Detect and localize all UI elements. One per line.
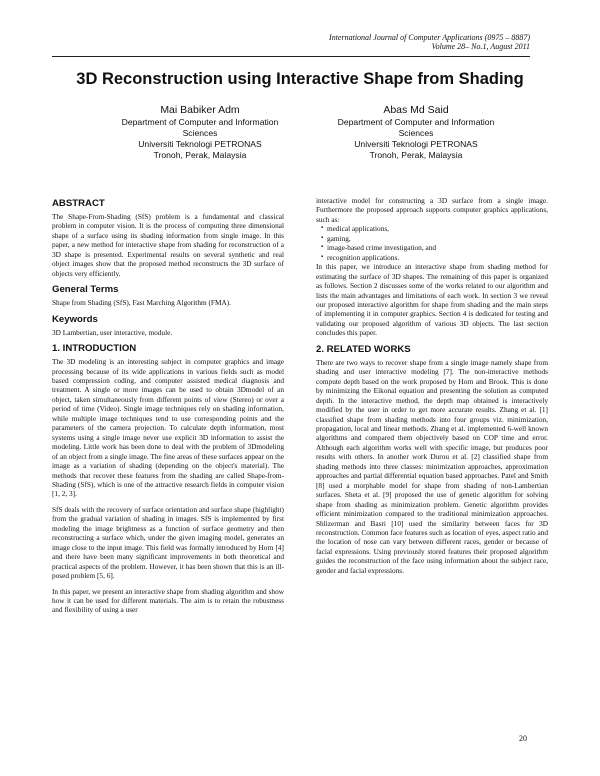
introduction-heading: 1. INTRODUCTION (52, 343, 137, 355)
header-rule (52, 56, 530, 57)
keywords-text: 3D Lambertian, user interactive, module. (52, 327, 173, 337)
list-item: ▪ medical applications, (321, 224, 548, 233)
general-terms-text: Shape from Shading (SfS), Fast Marching Algorithm (FMA). (52, 298, 231, 308)
journal-name: International Journal of Computer Applications (0975 – 8887) (329, 33, 530, 42)
author-university: Universiti Teknologi PETRONAS (138, 139, 262, 149)
author-name: Abas Md Said (383, 104, 449, 116)
author-department-cont: Sciences (398, 128, 434, 138)
paper-title: 3D Reconstruction using Interactive Shape from Shading (76, 70, 524, 88)
left-column (52, 198, 284, 615)
page-number: 20 (519, 734, 527, 743)
author-location: Tronoh, Perak, Malaysia (369, 150, 463, 160)
application-list (316, 224, 548, 262)
author-name: Mai Babiker Adm (160, 104, 240, 116)
introduction-paragraph: In this paper, we introduce an interactive shape from shading method for estimating the surface of 3D shapes. The remaining of this paper is organized as follows. Section 2 discusses some of the works related to our algorithm and lists the main advantages and limitations of each work. In section 3 we reveal our proposed interactive algorithm for shape from shading and the main steps of implementing it in computer graphics. Section 4 is dedicated for testing and validating our proposed algorithm of various 3D objects. The last section concludes this paper. (316, 262, 548, 338)
general-terms-heading: General Terms (52, 284, 119, 296)
author-block (311, 104, 521, 161)
introduction-paragraph-continued: interactive model for constructing a 3D surface from a single image. Furthermore the proposed approach supports computer graphics applications, such as: (316, 196, 548, 224)
author-university: Universiti Teknologi PETRONAS (354, 139, 478, 149)
list-item: ▪ recognition applications. (321, 253, 548, 262)
author-department: Department of Computer and Information (121, 117, 279, 127)
related-works-text: There are two ways to recover shape from a single image namely shape from shading and user interactive modeling [7]. The non-interactive methods compute depth based on the work proposed by Horn and Brook. This is done by minimizing the Eikonal equation and presenting the solution as computed depth. In the interactive method, the depth map obtained is interactively modified by the user in order to get more accurate results. Zhang et al. [1] classified shape from shading methods into four groups viz. minimization, propagation, local and linear methods. Zhang et al. implemented 6-well known algorithms and compared them objectively based on COP time and error. Although each algorithm works well with specific image, but produces poor results with others. In another work Durou et al. [2] classified shape from shading methods into three classes: minimization approaches, approximation approaches and partial differential equation based approaches. Patel and Smith [8] used a morphable model for shape from shading of non-Lambertian surfaces. Sheta et al. [9] proposed the use of genetic algorithm for solving shape from shading as minimization problem. Genetic algorithm provides efficient minimization compared to the traditional minimization approaches. Shlizerman and Basri [10] used the similarity between faces for 3D reconstruction. Common face features such as location of eyes, aspect ratio and the location of nose can vary between different races, gender or because of facial expressions. Using previously stored features their proposed algorithm guides the reconstruction of the face using information about the subject race, gender and facial expressions. (316, 357, 548, 575)
keywords-heading: Keywords (52, 313, 98, 325)
list-item: ▪ gaming, (321, 234, 548, 243)
introduction-paragraph: The 3D modeling is an interesting subject in computer graphics and image processing because of its wide applications in various fields such as model based compression coding, and computer assisted medical diagnosis and treatment. A single or more images can be used to obtain 3Dmodel of an object, taken simultaneously from different points of view (Stereo) or over a period of time (Video). Single image techniques rely on shading information, while multiple image techniques tend to use corresponding points and the parameters of the camera projection. To calculate depth information, most systems using a single image never use explicit 3D information to assist the modeling. Little work has been done to deal with the problem of 3Dmodeling of an object from a single image. The fine areas of these surfaces appear on the image as a variation of shading (depending on the object's material). The methods that recover these features from the shading are called Shape-from-Shading (SfS), which is one of the attractive research fields in computer vision [1, 2, 3]. (52, 357, 284, 499)
journal-header (329, 33, 530, 51)
introduction-paragraph: SfS deals with the recovery of surface orientation and surface shape (highlight) from the gradual variation of shading in images. SfS is implemented by first modeling the image brightness as a function of surface geometry and then reconstructing a surface which, under the given imaging model, generates an image close to the input image. This field was formally introduced by Horn [4] and there have been many significant improvements in both theoretical and practical aspects of the problem. However, it has been shown that this is an ill-posed problem [5, 6]. (52, 504, 284, 581)
author-location: Tronoh, Perak, Malaysia (153, 150, 247, 160)
abstract-heading: ABSTRACT (52, 198, 105, 209)
introduction-paragraph: In this paper, we present an interactive shape from shading algorithm and show how it can be used for different materials. The aim is to retain the robustness and flexibility of using a user (52, 586, 284, 615)
author-block (95, 104, 305, 161)
right-column (316, 196, 548, 575)
author-department: Department of Computer and Information (337, 117, 495, 127)
related-works-heading: 2. RELATED WORKS (316, 343, 411, 355)
journal-volume: Volume 28– No.1, August 2011 (431, 42, 530, 51)
list-item: ▪ image-based crime investigation, and (321, 243, 548, 252)
author-department-cont: Sciences (182, 128, 218, 138)
abstract-text: The Shape-From-Shading (SfS) problem is a fundamental and classical problem in computer vision. It is the process of computing three dimensional shape of a surface using its shading information from single image. In this paper, a new method for interactive shape from shading for reconstruction of a 3D shape is presented. Experimental results on several synthetic and real object images show that the proposed method reconstructs the 3D surface of objects very efficiently. (52, 212, 284, 278)
